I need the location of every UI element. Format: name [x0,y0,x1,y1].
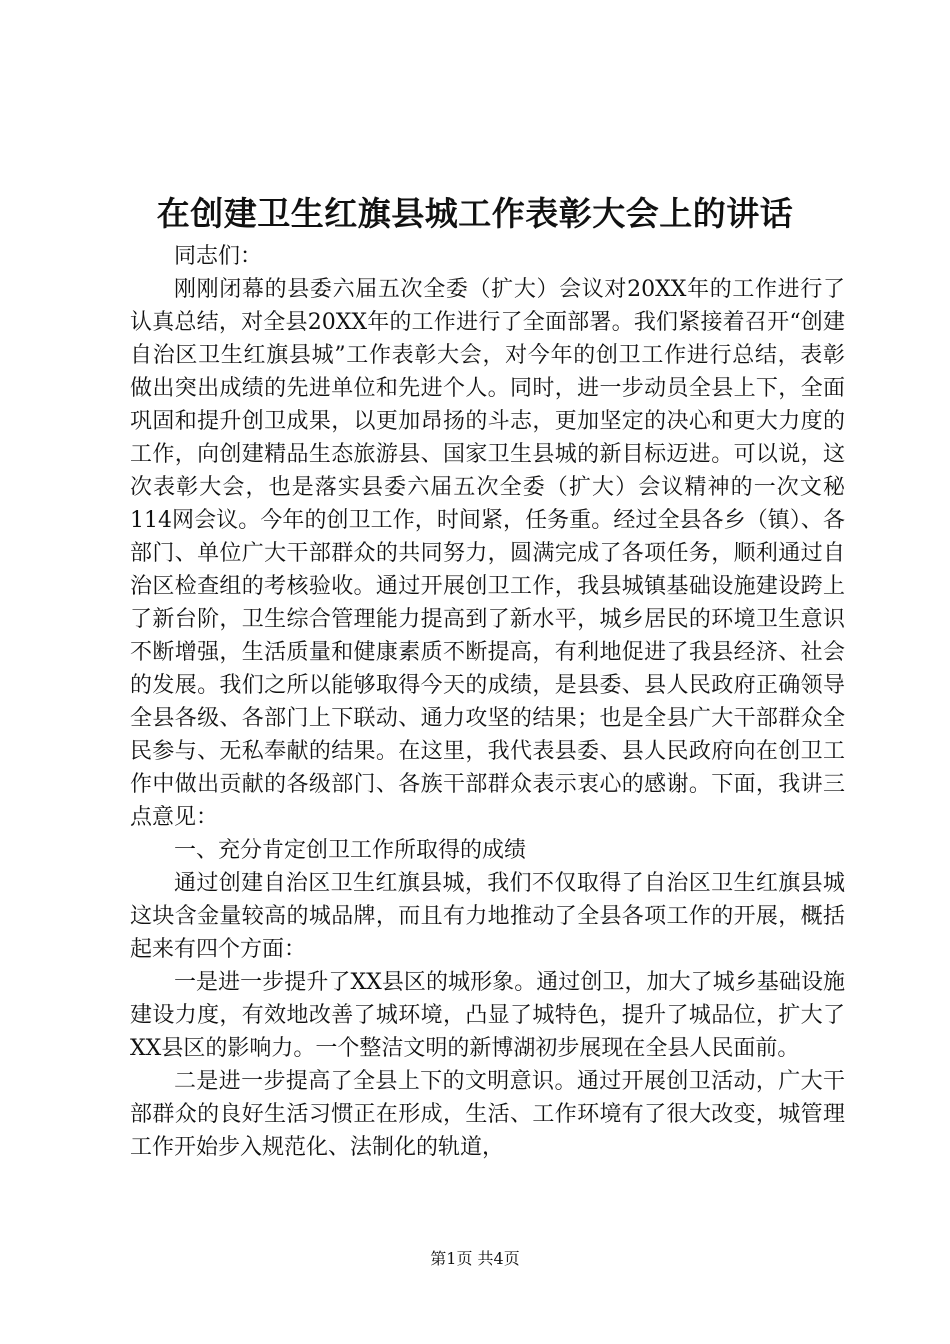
paragraph-intro: 刚刚闭幕的县委六届五次全委（扩大）会议对20XX年的工作进行了认真总结，对全县20XX年的工作进行了全面部署。我们紧接着召开“创建自治区卫生红旗县城”工作表彰大会，对今年的创卫工作进行总结，表彰做出突出成绩的先进单位和先进个人。同时，进一步动员全县上下，全面巩固和提升创卫成果，以更加昂扬的斗志，更加坚定的决心和更大力度的工作，向创建精品生态旅游县、国家卫生县城的新目标迈进。可以说，这次表彰大会，也是落实县委六届五次全委（扩大）会议精神的一次文秘114网会议。今年的创卫工作，时间紧，任务重。经过全县各乡（镇）、各部门、单位广大干部群众的共同努力，圆满完成了各项任务，顺利通过自治区检查组的考核验收。通过开展创卫工作，我县城镇基础设施建设跨上了新台阶，卫生综合管理能力提高到了新水平，城乡居民的环境卫生意识不断增强，生活质量和健康素质不断提高，有利地促进了我县经济、社会的发展。我们之所以能够取得今天的成绩，是县委、县人民政府正确领导全县各级、各部门上下联动、通力攻坚的结果；也是全县广大干部群众全民参与、无私奉献的结果。在这里，我代表县委、县人民政府向在创卫工作中做出贡献的各级部门、各族干部群众表示衷心的感谢。下面，我讲三点意见： [130,277,845,830]
paragraph-point-one: 一是进一步提升了XX县区的城形象。通过创卫，加大了城乡基础设施建设力度，有效地改善了城环境，凸显了城特色，提升了城品位，扩大了XX县区的影响力。一个整洁文明的新博湖初步展现在全县人民面前。 [130,970,845,1061]
page-number: 第1页 共4页 [430,1249,520,1268]
paragraph-summary: 通过创建自治区卫生红旗县城，我们不仅取得了自治区卫生红旗县城这块含金量较高的城品牌，而且有力地推动了全县各项工作的开展，概括起来有四个方面： [130,871,845,962]
section-heading: 一、充分肯定创卫工作所取得的成绩 [174,838,527,863]
greeting: 同志们： [174,244,263,269]
paragraph-point-two: 二是进一步提高了全县上下的文明意识。通过开展创卫活动，广大干部群众的良好生活习惯正在形成，生活、工作环境有了很大改变，城管理工作开始步入规范化、法制化的轨道， [130,1069,845,1160]
document-title: 在创建卫生红旗县城工作表彰大会上的讲话 [156,194,794,233]
document-body [130,240,845,1164]
